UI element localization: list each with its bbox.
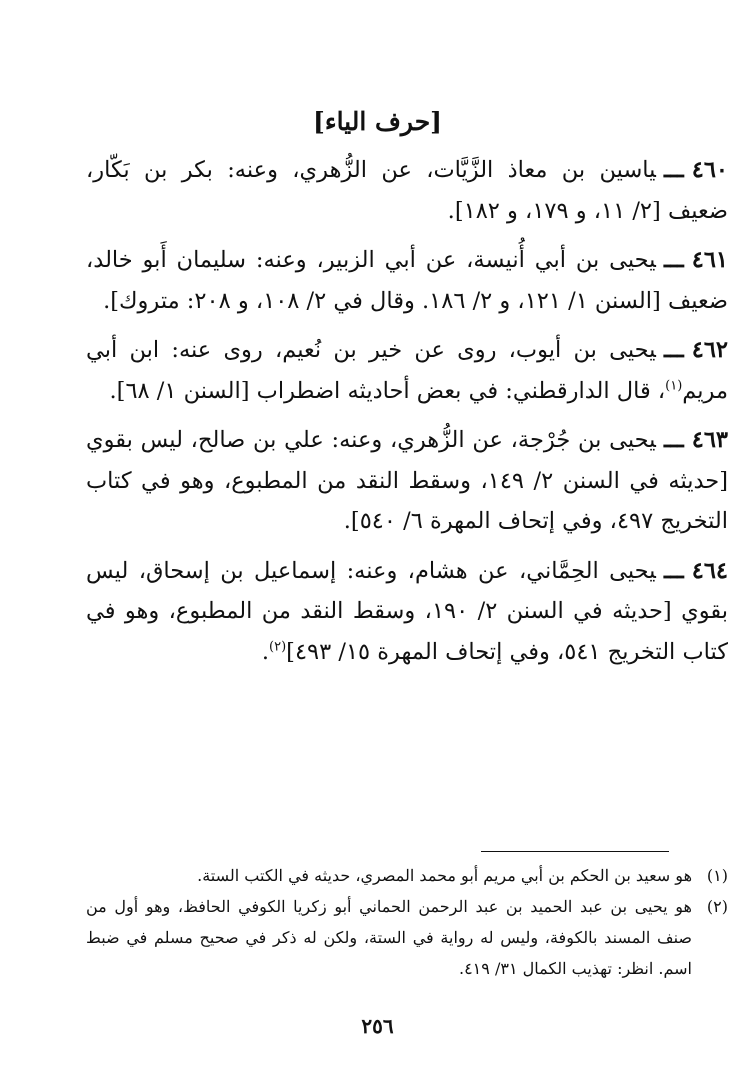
entry-dash: ـــ	[663, 427, 684, 453]
entry-number: ٤٦٢	[691, 337, 728, 363]
page-number: ٢٥٦	[361, 1014, 394, 1038]
footnotes-section	[86, 860, 728, 984]
entry-text: يحيى الحِمَّاني، عن هشام، وعنه: إسماعيل بن إسحاق، ليس بقوي [حديثه في السنن ٢/ ١٩٠، وسقط النقد من المطبوع، وهو في كتاب التخريج ٥٤١، وفي إتحاف المهرة ١٥/ ٤٩٣]	[86, 557, 728, 665]
entry-dash: ـــ	[663, 247, 684, 273]
entry-text-continued: .	[261, 638, 270, 665]
entry-text: يحيى بن أيوب، روى عن خير بن نُعيم، روى عنه: ابن أبي مريم	[86, 337, 728, 404]
entry-number: ٤٦٠	[691, 157, 728, 183]
entry-460	[86, 150, 728, 231]
entry-463	[86, 420, 728, 542]
entry-dash: ـــ	[663, 557, 684, 584]
entries-list	[86, 150, 728, 681]
footnote-text: هو يحيى بن عبد الحميد بن عبد الرحمن الحماني أبو زكريا الكوفي الحافظ، وهو أول من صنف المسند بالكوفة، وليس له رواية في الستة، ولكن له ذكر في صحيح مسلم في ضبط اسم. انظر: تهذيب الكمال ٣١/ ٤١٩.	[86, 897, 692, 978]
footnote-divider	[481, 851, 669, 852]
entry-464	[86, 551, 728, 673]
entry-text: ياسين بن معاذ الزَّيَّات، عن الزُّهري، وعنه: بكر بن بَكّار، ضعيف [٢/ ١١، و ١٧٩، و ١٨٢].	[86, 157, 728, 224]
entry-dash: ـــ	[663, 157, 684, 183]
footnote-marker: (٢)	[706, 897, 728, 916]
footnote-2	[86, 891, 728, 984]
entry-text-continued: ، قال الدارقطني: في بعض أحاديثه اضطراب [السنن ١/ ٦٨].	[109, 377, 666, 404]
entry-text: يحيى بن جُرْجة، عن الزُّهري، وعنه: علي بن صالح، ليس بقوي [حديثه في السنن ٢/ ١٤٩، وسقط النقد من المطبوع، وهو في كتاب التخريج ٤٩٧، وفي إتحاف المهرة ٦/ ٥٤٠].	[86, 427, 728, 534]
footnote-text: هو سعيد بن الحكم بن أبي مريم أبو محمد المصري، حديثه في الكتب الستة.	[197, 866, 692, 885]
entry-461	[86, 240, 728, 321]
footnote-reference: (٢)	[269, 639, 287, 654]
entry-text: يحيى بن أبي أُنيسة، عن أبي الزبير، وعنه: سليمان أَبو خالد، ضعيف [السنن ١/ ١٢١، و ٢/ ١٨٦. وقال في ٢/ ١٠٨، و ٢٠٨: متروك].	[86, 247, 728, 314]
footnote-reference: (١)	[665, 378, 683, 393]
section-heading: [حرف الياء]	[312, 107, 442, 136]
entry-number: ٤٦٤	[691, 557, 728, 584]
entry-462	[86, 330, 728, 411]
entry-number: ٤٦١	[691, 247, 728, 273]
entry-dash: ـــ	[663, 337, 684, 363]
footnote-1	[86, 860, 728, 891]
footnote-marker: (١)	[706, 866, 728, 885]
entry-number: ٤٦٣	[691, 427, 728, 453]
